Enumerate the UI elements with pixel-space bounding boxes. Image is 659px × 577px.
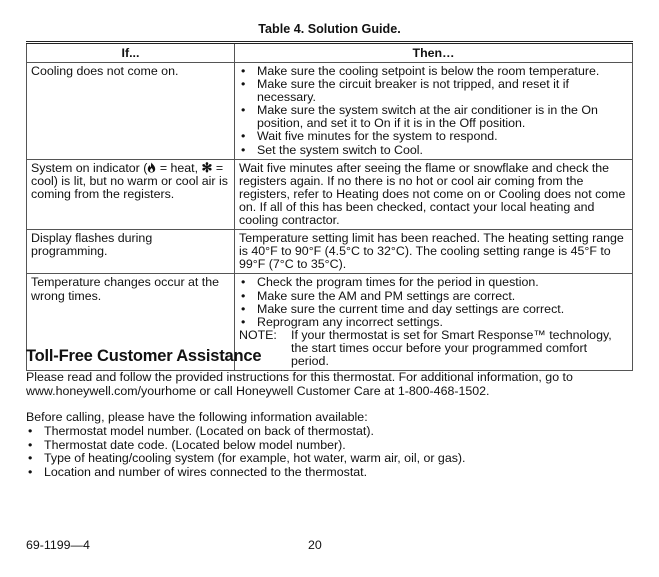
condition-text-part: = heat, <box>156 160 202 175</box>
row-solution <box>235 274 633 371</box>
condition-text-part: = cool) is lit, but no warm or cool air is coming from the registers. <box>31 160 228 201</box>
list-item: • Thermostat date code. (Located below model number). <box>26 439 465 453</box>
note-text: If your thermostat is set for Smart Response™ technology, the start times occur before your programmed comfort period. <box>291 327 612 368</box>
assistance-intro: Before calling, please have the following information available: <box>26 410 368 424</box>
list-item: • Check the program times for the period in question. <box>239 276 628 289</box>
table-row <box>27 159 633 229</box>
solution-list <box>239 65 628 157</box>
page-number: 20 <box>308 538 322 552</box>
list-item: • Make sure the AM and PM settings are correct. <box>239 290 628 303</box>
required-info-list <box>26 425 465 479</box>
note <box>239 329 628 368</box>
list-item: • Type of heating/cooling system (for example, hot water, warm air, oil, or gas). <box>26 452 465 466</box>
list-item: • Thermostat model number. (Located on back of thermostat). <box>26 425 465 439</box>
list-item: • Wait five minutes for the system to respond. <box>239 130 628 143</box>
table-row <box>27 63 633 160</box>
list-item: • Make sure the cooling setpoint is below the room temperature. <box>239 65 628 78</box>
list-item: • Location and number of wires connected to the thermostat. <box>26 466 465 480</box>
header-then: Then… <box>235 43 633 63</box>
condition-text-part: System on indicator ( <box>31 160 148 175</box>
solution-list <box>239 276 628 328</box>
list-item: • Set the system switch to Cool. <box>239 144 628 157</box>
row-condition: Temperature changes occur at the wrong times. <box>27 274 235 371</box>
table-row <box>27 230 633 274</box>
row-solution: Wait five minutes after seeing the flame or snowflake and check the registers again. If no there is no hot or cool air coming from the registers, refer to Heating does not come on or Cooling does not come on. If all of this has been checked, contact your local heating and cooling contractor. <box>235 159 633 229</box>
assistance-paragraph: Please read and follow the provided instructions for this thermostat. For additional information, go to www.honeywell.com/yourhome or call Honeywell Customer Care at 1-800-468-1502. <box>26 370 573 398</box>
row-condition <box>27 159 235 229</box>
section-title: Toll-Free Customer Assistance <box>26 347 262 365</box>
table-title: Table 4. Solution Guide. <box>258 22 401 36</box>
row-condition: Display flashes during programming. <box>27 230 235 274</box>
row-solution: Temperature setting limit has been reached. The heating setting range is 40°F to 90°F (4.5°C to 32°C). The cooling setting range is 45°F to 99°F (7°C to 35°C). <box>235 230 633 274</box>
list-item: • Make sure the current time and day settings are correct. <box>239 303 628 316</box>
document-id: 69-1199—4 <box>26 538 90 552</box>
solution-guide-table <box>26 41 633 371</box>
table-header-row <box>27 43 633 63</box>
row-solution <box>235 63 633 160</box>
list-item: • Make sure the circuit breaker is not tripped, and reset it if necessary. <box>239 78 628 104</box>
note-label: NOTE: <box>239 327 277 342</box>
list-item: • Reprogram any incorrect settings. <box>239 316 628 329</box>
list-item: • Make sure the system switch at the air conditioner is in the On position, and set it to On if it is in the Off position. <box>239 104 628 130</box>
snowflake-icon: ✻ <box>201 159 213 175</box>
header-if: If... <box>27 43 235 63</box>
row-condition: Cooling does not come on. <box>27 63 235 160</box>
